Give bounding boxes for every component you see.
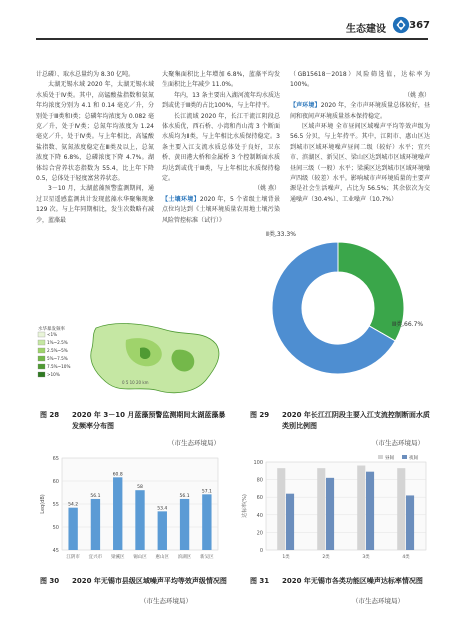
x-tick-label: 3类 (362, 555, 370, 560)
author-signature: （姚 燕） (254, 185, 280, 193)
paragraph: 2020 年，5 个省级土壤背景点位均达到《土壤环境质量农用地土壤污染风险管控标准（试行）》 (162, 195, 280, 224)
bar (326, 478, 334, 550)
bar (180, 499, 189, 550)
bar (68, 508, 77, 550)
figure-source: （市生态环境局） (352, 597, 404, 605)
legend-swatch (402, 455, 407, 459)
x-tick-label: 1类 (282, 555, 290, 560)
y-tick-label: 55 (52, 502, 59, 508)
y-tick-label: 80 (256, 477, 263, 484)
legend-label: 1%~2.5% (47, 340, 68, 345)
caption-text: 2020 年 3－10 月蓝藻预警监测期间太湖蓝藻暴发频率分布图 (72, 411, 226, 430)
legend-title: 水华暴发频率 (38, 327, 65, 332)
compliance-bar-chart (238, 452, 432, 570)
svg-text:0 5 10 20 km: 0 5 10 20 km (122, 380, 149, 385)
paragraph: 长江流域 2020 年，长江干流江阴段总体水质优，西石桥、小湾和肖山湾 3 个断面水质均为Ⅱ类，与上年相比水质保持稳定。3 条主要入江支流水质总体处于良好，卫东桥、黄田港大桥和金属桥 3 个控制断面水质均达到或优于Ⅲ类，与上年相比水质保持稳定。 (162, 112, 280, 183)
legend-label: 5%~7.5% (47, 356, 68, 361)
legend-label: 2.5%~5% (47, 348, 68, 353)
figure-source: （市生态环境局） (168, 439, 220, 447)
legend-swatch (38, 372, 45, 377)
section-tag: 【土壤环境】 (162, 195, 200, 203)
paragraph: 区域声环境 全市昼间区域噪声平均等效声级为 56.5 分贝，与上年持平。其中，江阴市、惠山区达到城市区域环境噪声昼间二级（较好）水平；宜兴市、滨湖区、新吴区、梁山区达到城市区域环境噪声昼间三级（一般）水平；梁溪区达到城市区域环境噪声四级（较差）水平。影响城市声环境质量的主要声源是社会生活噪声，占比为 56.5%；其余依次为交通噪声（30.4%）、工业噪声（10.7%） (290, 123, 430, 203)
legend-swatch (38, 348, 45, 353)
bar (158, 511, 167, 550)
legend-label: 7.5%~10% (47, 364, 71, 369)
legend-swatch (378, 455, 383, 459)
paragraph: 3－10 月，太湖蓝藻预警监测期间，通过卫星遥感监测共计发现蓝藻水华聚集现象 129 次。与上年同期相比，发生次数略有减少，蓝藻最 (36, 185, 154, 224)
header-rule (36, 38, 428, 40)
x-tick-label: 新吴区 (200, 555, 214, 560)
y-axis-label: Leq(dB) (40, 494, 46, 514)
x-tick-label: 惠山区 (155, 555, 170, 560)
legend-label: <1% (47, 332, 58, 337)
legend-swatch (38, 356, 45, 361)
paragraph: 大聚集面积比上年增加 6.8%，蓝藻平均发生面积比上年减少 11.0%。 (162, 71, 280, 89)
legend-swatch (38, 364, 45, 369)
x-tick-label: 锡山区 (133, 555, 147, 560)
bar (277, 468, 285, 550)
y-tick-label: 20 (256, 530, 263, 537)
paragraph: 2020 年，全市声环境质量总体较好，昼间和夜间声环境质量基本保持稳定。 (290, 102, 430, 120)
bar (406, 495, 414, 550)
section-title: 生态建设 (346, 24, 386, 35)
author-signature: （姚 燕） (404, 91, 430, 99)
paragraph: 计总磷）、取水总量约为 8.30 亿吨。 (36, 71, 135, 78)
y-tick-label: 60 (256, 495, 263, 502)
y-axis-label: 达标率(%) (242, 494, 248, 518)
x-tick-label: 滨湖区 (177, 555, 192, 560)
y-tick-label: 40 (256, 512, 263, 519)
paragraph: （GB15618－2018）风险筛选值，达标率为 100%。 (290, 71, 430, 89)
legend-swatch (38, 332, 45, 337)
data-label: 56.1 (90, 493, 101, 499)
paragraph: 太湖无锡水域 2020 年，太湖无锡水域水质处于Ⅳ类。其中，高锰酸盐指数和氨氮年均浓度分别为 4.1 和 0.14 毫克／升，分别处于Ⅲ类和Ⅰ类；总磷年均浓度为 0.082 毫克／升，处于Ⅳ类；总氮年均浓度为 1.24 毫克／升，处于Ⅳ类。与上年相比，高锰酸盐指数、氨氮浓度稳定在Ⅲ类及以上，总氮浓度下降 6.8%，总磷浓度下降 4.7%。湖体综合营养状态指数为 55.4，比上年下降 0.5，总体处于轻度富营养状态。 (36, 81, 154, 183)
figure-caption (40, 410, 240, 432)
text-column-3 (290, 70, 430, 205)
x-tick-label: 2类 (322, 555, 330, 560)
x-tick-label: 梁溪区 (110, 555, 125, 560)
page-number: 367 (409, 20, 430, 31)
data-label: 56.1 (179, 493, 190, 499)
y-tick-label: 0 (259, 548, 263, 554)
legend-label: 昼间 (385, 456, 394, 461)
noise-bar-chart (36, 452, 224, 570)
data-label: 53.4 (157, 506, 168, 512)
bar (286, 494, 294, 550)
lake-frequency-map (36, 320, 230, 400)
caption-text: 2020 年无锡市各类功能区噪声达标率情况图 (282, 577, 423, 585)
data-label: 57.1 (201, 489, 212, 495)
caption-text: 2020 年长江江阴段主要入江支流控制断面水质类别比例图 (282, 411, 430, 430)
x-tick-label: 江阴市 (66, 555, 80, 560)
x-tick-label: 4类 (402, 555, 410, 560)
figure-number: 图 29 (250, 411, 270, 419)
text-column-2 (162, 70, 280, 226)
y-tick-label: 100 (253, 460, 263, 466)
legend-swatch (38, 340, 45, 345)
logo-icon (392, 16, 410, 34)
slice-label: Ⅲ类,66.7% (392, 321, 424, 328)
data-label: 58 (137, 485, 143, 491)
y-tick-label: 50 (52, 525, 59, 531)
bar (397, 468, 405, 550)
figure-caption (250, 410, 440, 432)
data-label: 54.2 (68, 502, 79, 508)
figure-number: 图 30 (40, 577, 60, 585)
bar (357, 466, 365, 550)
bar (113, 477, 122, 550)
figure-number: 图 31 (250, 577, 270, 585)
caption-text: 2020 年无锡市县级区域噪声平均等效声级情况图 (72, 577, 227, 585)
slice-label: Ⅱ类,33.3% (266, 231, 296, 238)
y-tick-label: 60 (52, 479, 59, 485)
figure-source: （市生态环境局） (140, 597, 192, 605)
donut-chart (244, 218, 432, 398)
text-column-1 (36, 70, 154, 226)
bar (202, 494, 211, 550)
bar (135, 490, 144, 550)
bar (91, 499, 100, 550)
legend-label: >10% (47, 372, 60, 377)
y-tick-label: 45 (52, 548, 59, 554)
paragraph: 年内，13 条主要出入湖河流年均水质达到或优于Ⅲ类的占比100%，与上年持平。 (162, 91, 280, 110)
data-label: 60.8 (112, 472, 123, 478)
figure-source: （市生态环境局） (372, 439, 424, 447)
bar (317, 468, 325, 550)
figure-caption (250, 576, 440, 587)
page-header (0, 14, 468, 36)
figure-caption (40, 576, 240, 587)
y-tick-label: 65 (52, 456, 59, 462)
x-tick-label: 宜兴市 (88, 555, 103, 560)
section-tag: 【声环境】 (290, 102, 321, 110)
figure-number: 图 28 (40, 411, 60, 419)
bar (366, 472, 374, 550)
legend-label: 夜间 (409, 456, 418, 461)
